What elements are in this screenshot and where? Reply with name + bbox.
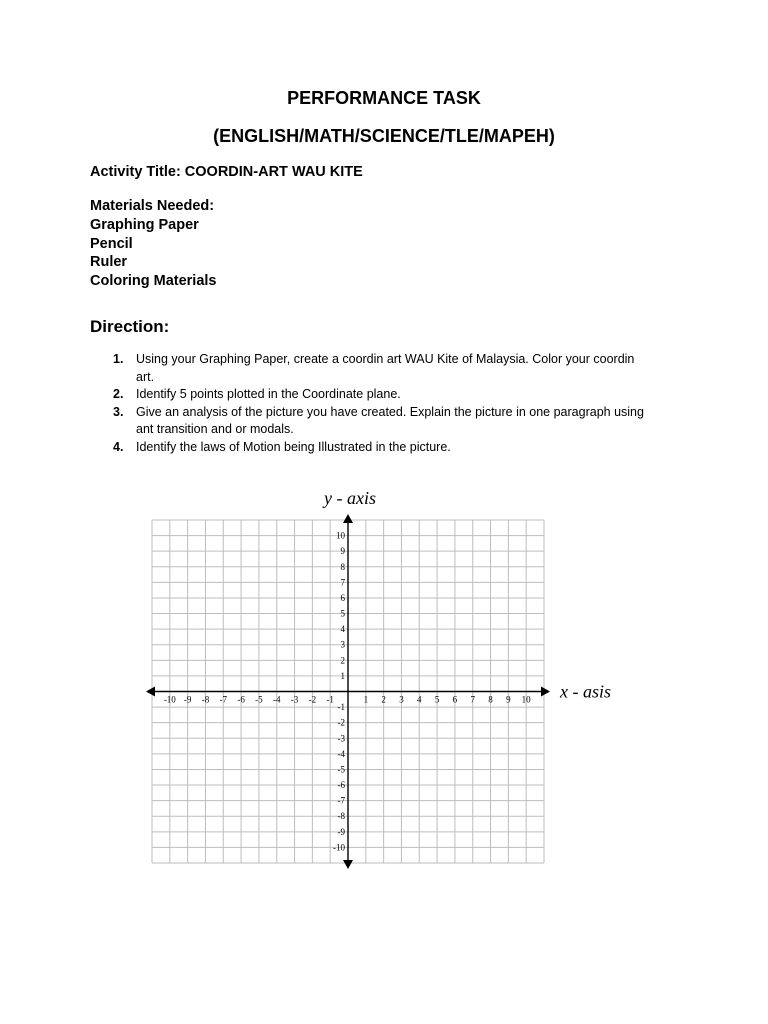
x-tick-label: 2 xyxy=(381,694,386,705)
x-tick-label: -4 xyxy=(272,694,281,705)
activity-title: Activity Title: COORDIN-ART WAU KITE xyxy=(90,164,363,180)
x-tick-label: 5 xyxy=(434,694,440,705)
materials-item: Pencil xyxy=(90,235,133,252)
x-tick-label: 7 xyxy=(470,694,475,705)
materials-section xyxy=(90,197,217,291)
y-tick-label: -4 xyxy=(337,748,345,759)
x-axis-left-arrow xyxy=(146,687,155,697)
step-number: 2. xyxy=(113,387,124,401)
step-number: 4. xyxy=(113,439,124,454)
y-tick-label: 10 xyxy=(336,530,345,541)
step-number: 1. xyxy=(113,352,124,366)
x-tick-label: 4 xyxy=(417,694,422,705)
step-number: 3. xyxy=(113,404,124,419)
x-tick-label: 6 xyxy=(452,694,458,705)
x-tick-label: -10 xyxy=(163,694,176,705)
x-tick-label: -3 xyxy=(290,694,299,705)
x-axis-right-arrow xyxy=(541,687,550,697)
y-tick-label: 3 xyxy=(340,639,345,650)
page-title: PERFORMANCE TASK xyxy=(287,88,481,108)
y-axis-top-arrow xyxy=(343,514,353,523)
coordinate-plane xyxy=(0,480,768,880)
page-subtitle: (ENGLISH/MATH/SCIENCE/TLE/MAPEH) xyxy=(213,126,555,146)
y-tick-label: -9 xyxy=(337,826,345,837)
y-tick-label: -7 xyxy=(337,795,345,806)
materials-item: Coloring Materials xyxy=(90,273,217,290)
y-axis-title: y - axis xyxy=(324,488,376,508)
y-tick-label: -8 xyxy=(337,811,345,822)
y-tick-label: 6 xyxy=(340,592,345,603)
y-tick-label: 2 xyxy=(340,655,345,666)
y-axis-bottom-arrow xyxy=(343,860,353,869)
x-tick-label: -6 xyxy=(237,694,245,705)
x-tick-label: -1 xyxy=(326,694,334,705)
x-tick-label: -2 xyxy=(308,694,317,705)
x-tick-label: -7 xyxy=(219,694,228,705)
y-tick-label: -10 xyxy=(333,842,345,853)
x-tick-label: 10 xyxy=(521,694,531,705)
x-tick-label: 9 xyxy=(506,694,511,705)
y-tick-label: 8 xyxy=(340,561,345,572)
y-tick-label: -1 xyxy=(337,702,345,713)
direction-step xyxy=(90,386,650,404)
direction-step xyxy=(90,404,650,439)
direction-step xyxy=(90,439,650,457)
direction-steps xyxy=(90,351,650,456)
x-tick-label: -9 xyxy=(183,694,192,705)
y-tick-label: 7 xyxy=(340,577,345,588)
y-tick-label: -3 xyxy=(337,733,345,744)
materials-item: Ruler xyxy=(90,254,128,271)
direction-heading: Direction: xyxy=(90,317,170,336)
materials-heading: Materials Needed: xyxy=(90,198,215,214)
y-tick-label: -5 xyxy=(337,764,345,775)
step-text: Give an analysis of the picture you have created. Explain the picture in one paragraph using ant transition and or modals. xyxy=(136,404,644,436)
y-tick-label: 4 xyxy=(340,624,345,635)
x-tick-label: 8 xyxy=(488,694,493,705)
x-tick-label: 1 xyxy=(363,694,369,705)
step-text: Identify 5 points plotted in the Coordinate plane. xyxy=(136,387,401,401)
y-tick-label: -6 xyxy=(337,780,345,791)
direction-step xyxy=(90,351,650,386)
y-tick-label: 5 xyxy=(340,608,345,619)
x-axis-title: x - asis xyxy=(560,681,611,702)
y-tick-label: 9 xyxy=(340,546,345,557)
x-tick-label: -8 xyxy=(201,694,210,705)
step-text: Identify the laws of Motion being Illustrated in the picture. xyxy=(136,439,451,454)
y-tick-label: -2 xyxy=(337,717,345,728)
x-tick-label: -5 xyxy=(255,694,263,705)
step-text: Using your Graphing Paper, create a coordin art WAU Kite of Malaysia. Color your coordin art. xyxy=(136,352,635,384)
x-tick-label: 3 xyxy=(399,694,404,705)
materials-item: Graphing Paper xyxy=(90,216,199,233)
y-tick-label: 1 xyxy=(340,670,345,681)
